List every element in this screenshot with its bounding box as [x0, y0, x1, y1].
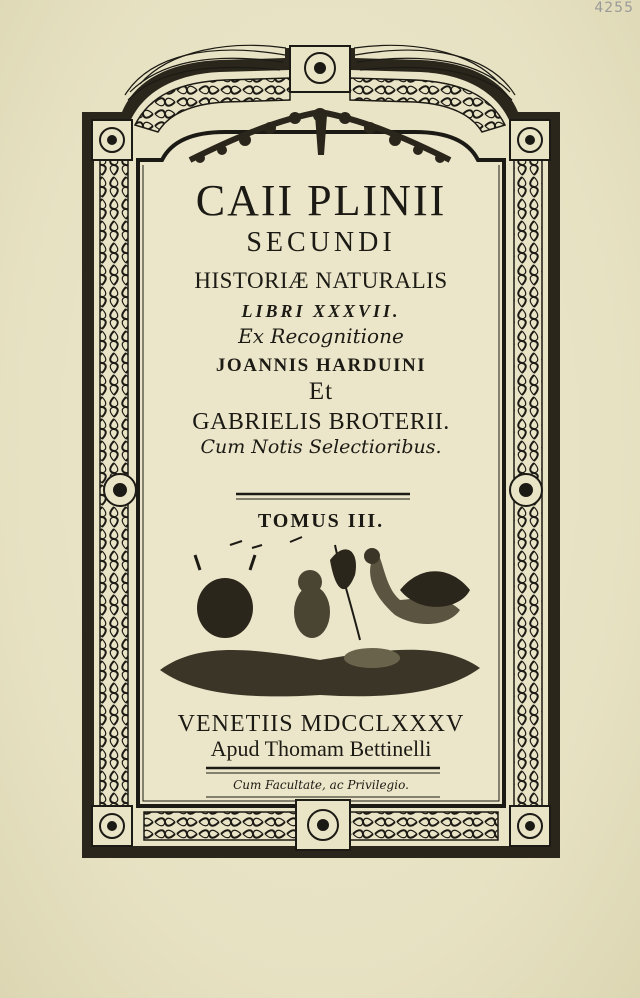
- shelfmark: 4255: [594, 0, 634, 16]
- imprint-place-date: VENETIIS MDCCLXXXV: [177, 711, 465, 737]
- title-line-3: HISTORIÆ NATURALIS: [194, 268, 448, 293]
- privilege-line: Cum Facultate, ac Privilegio.: [233, 778, 409, 792]
- title-line-8: GABRIELIS BROTERII.: [192, 409, 450, 435]
- title-line-7: Et: [308, 378, 334, 405]
- title-line-9: Cum Notis Selectioribus.: [200, 436, 442, 458]
- title-block: [140, 175, 502, 457]
- imprint-publisher: Apud Thomam Bettinelli: [210, 736, 432, 761]
- volume-number: TOMUS III.: [257, 510, 385, 532]
- imprint: [140, 712, 502, 760]
- title-line-6: JOANNIS HARDUINI: [215, 355, 427, 376]
- title-line-2: SECUNDI: [246, 227, 396, 258]
- title-line-4: LIBRI XXXVII.: [241, 301, 401, 321]
- title-line-1: CAII PLINII: [195, 176, 447, 225]
- title-line-5: Ex Recognitione: [238, 324, 404, 348]
